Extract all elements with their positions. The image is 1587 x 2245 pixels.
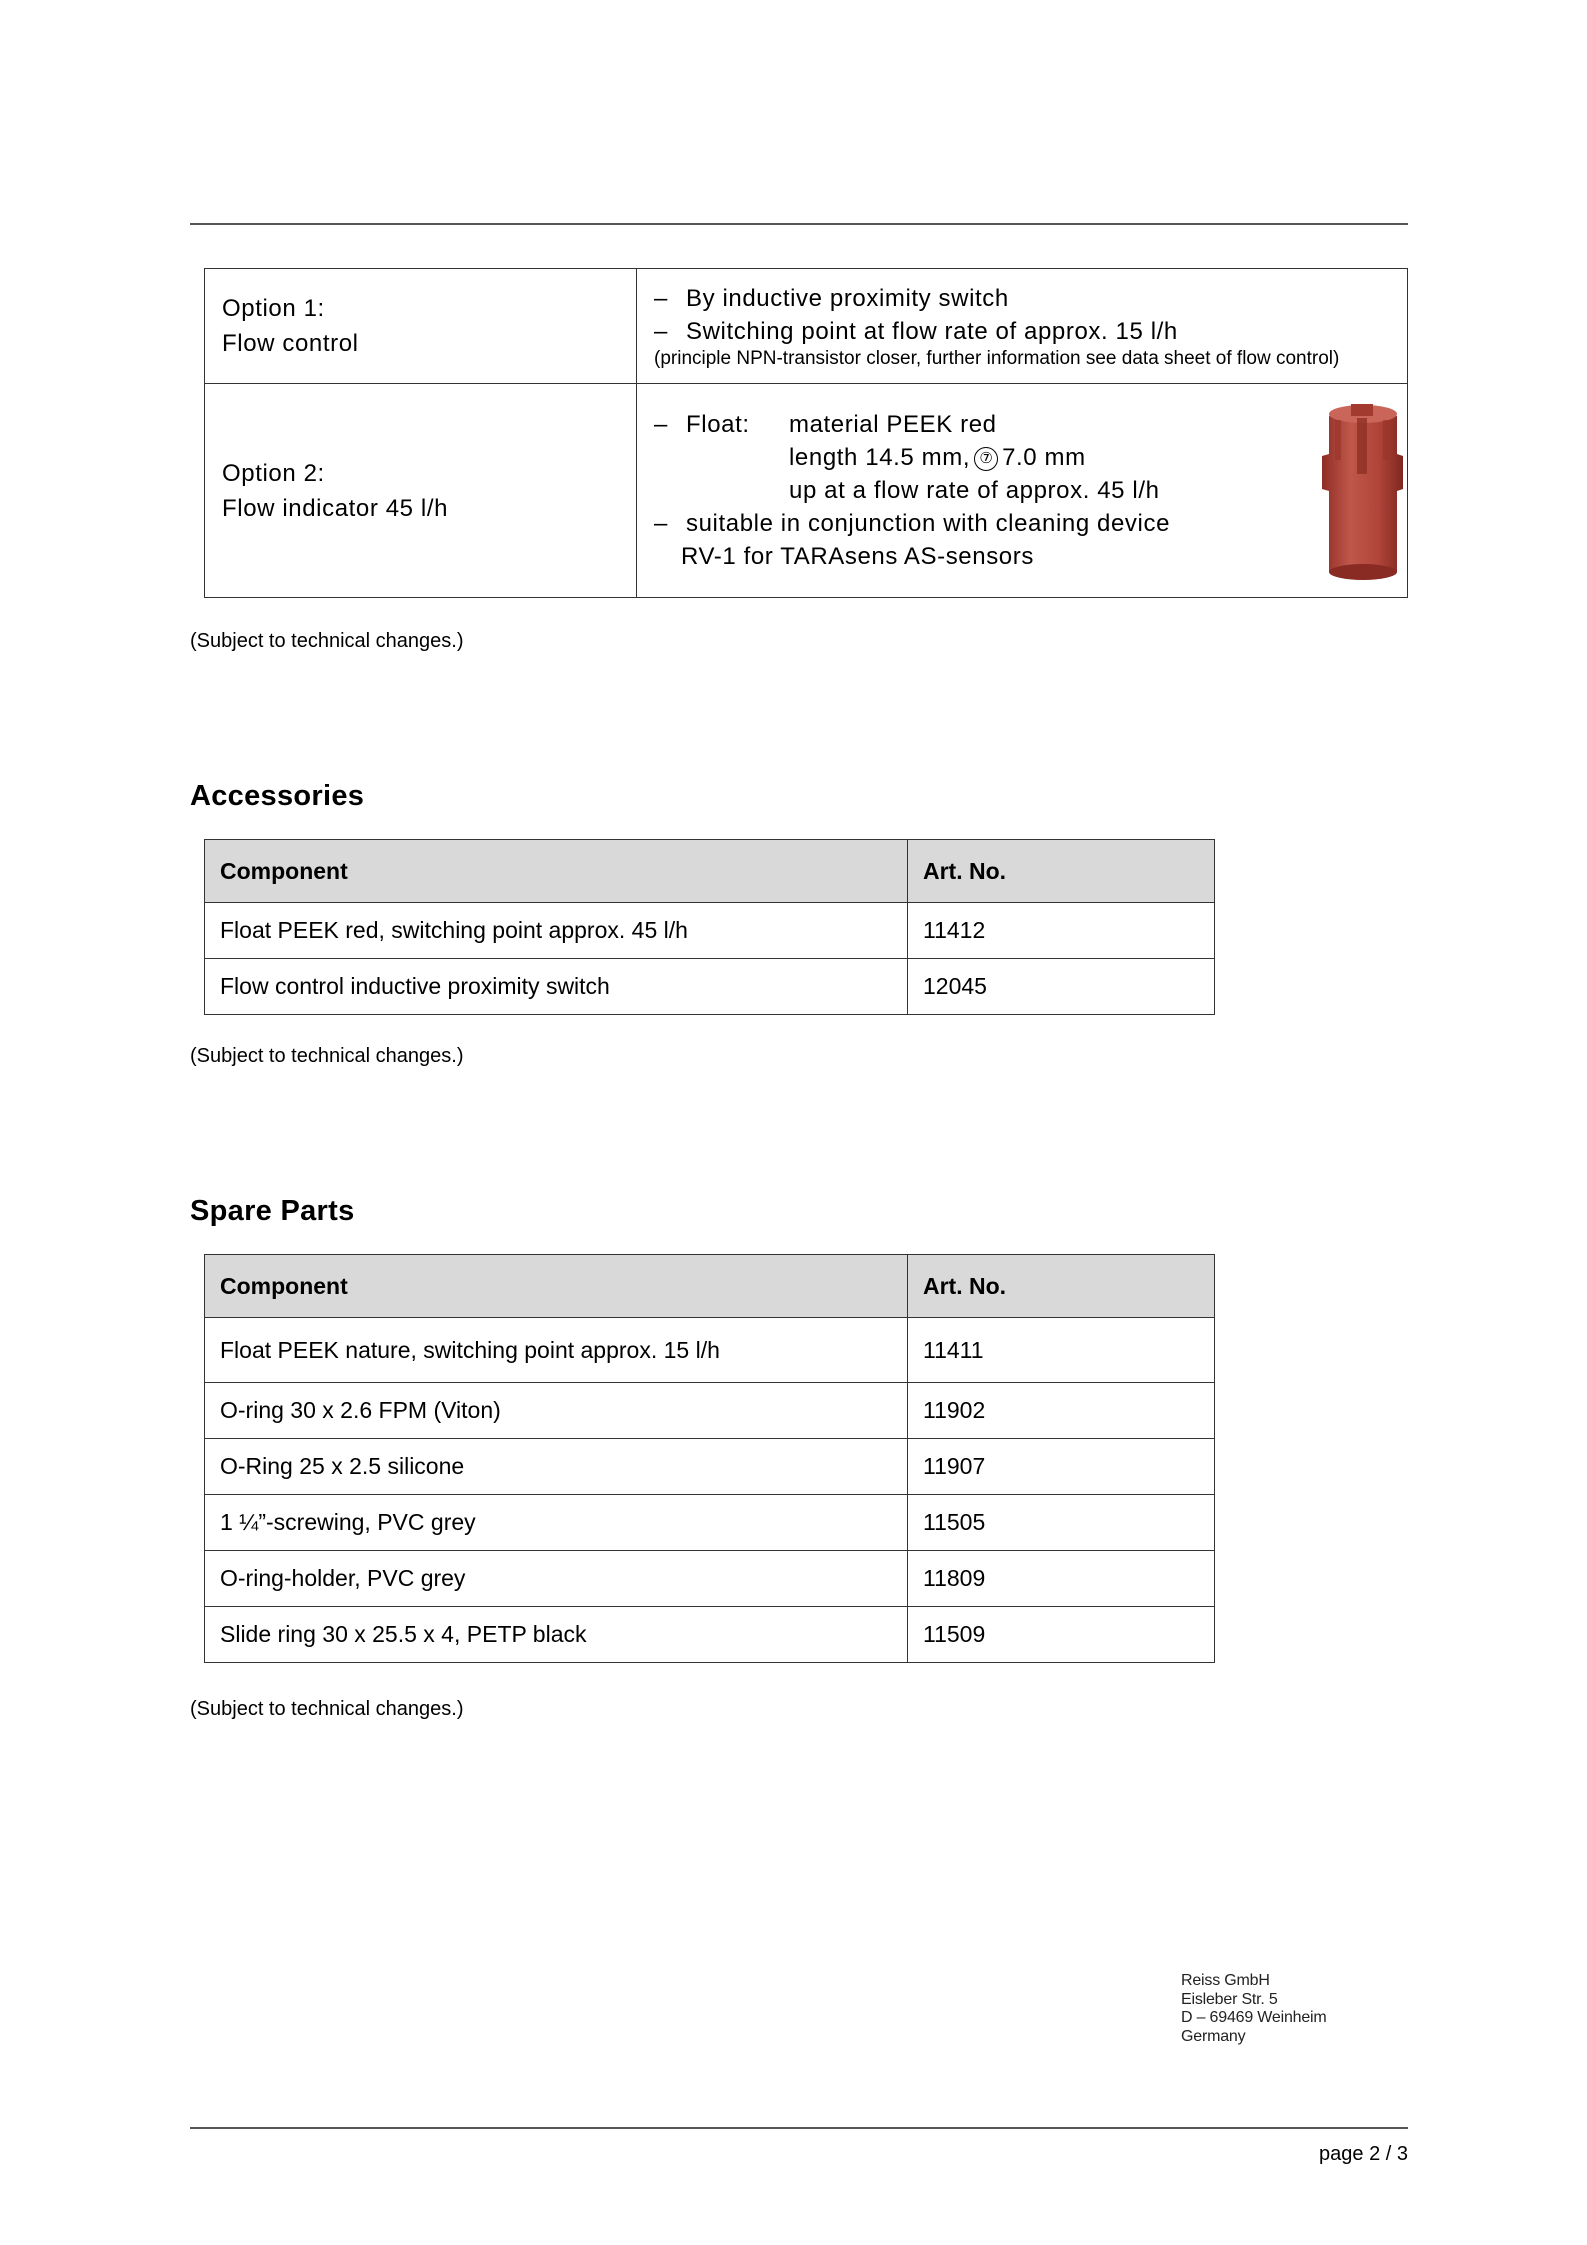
column-header: Component	[205, 840, 908, 903]
page-number: page 2 / 3	[1319, 2143, 1408, 2165]
column-header: Component	[205, 1255, 908, 1318]
header-rule	[190, 223, 1408, 225]
column-header: Art. No.	[908, 840, 1215, 903]
table-row: Slide ring 30 x 25.5 x 4, PETP black 11509	[205, 1607, 1215, 1663]
float-length: length 14.5 mm,	[789, 444, 971, 471]
accessories-heading: Accessories	[190, 780, 365, 812]
technical-changes-note: (Subject to technical changes.)	[190, 1045, 464, 1067]
table-row: O-ring-holder, PVC grey 11809	[205, 1551, 1215, 1607]
option-1-row	[205, 269, 1408, 384]
float-label: Float:	[686, 411, 750, 438]
float-diameter: 7.0 mm	[1002, 444, 1086, 471]
footer-rule	[190, 2127, 1408, 2129]
option-2-description: – Float: material PEEK red length 14.5 mm, ⑦ 7.0 mm up at a flow rate of approx. 45 l/h – suitable in conjunction with cleaning device RV-1 for TARAsens AS-sensors	[637, 384, 1408, 598]
option-1-bullet-1: By inductive proximity switch	[686, 285, 1009, 312]
table-row: O-Ring 25 x 2.5 silicone 11907	[205, 1439, 1215, 1495]
option-2-row	[205, 384, 1408, 598]
table-row: Float PEEK nature, switching point approx. 15 l/h 11411	[205, 1318, 1215, 1383]
diameter-symbol: ⑦	[974, 447, 998, 471]
option-1-label: Option 1: Flow control	[205, 269, 637, 384]
option-1-description: – By inductive proximity switch – Switching point at flow rate of approx. 15 l/h (principle NPN-transistor closer, further information see data sheet of flow control)	[637, 269, 1408, 384]
technical-changes-note: (Subject to technical changes.)	[190, 630, 464, 652]
table-row: Flow control inductive proximity switch 12045	[205, 959, 1215, 1015]
option-2-label: Option 2: Flow indicator 45 l/h	[205, 384, 637, 598]
table-header-row	[205, 840, 1215, 903]
float-flow: up at a flow rate of approx. 45 l/h	[789, 477, 1160, 504]
red-float-icon	[1317, 394, 1407, 584]
spare-parts-table	[204, 1254, 1215, 1663]
accessories-table	[204, 839, 1215, 1015]
technical-changes-note: (Subject to technical changes.)	[190, 1698, 464, 1720]
option-2-bullet-2: suitable in conjunction with cleaning device	[686, 510, 1171, 537]
spare-parts-heading: Spare Parts	[190, 1195, 355, 1227]
option-2-bullet-2-cont: RV-1 for TARAsens AS-sensors	[681, 543, 1034, 570]
table-row: 1 ¼”-screwing, PVC grey 11505	[205, 1495, 1215, 1551]
option-1-note: (principle NPN-transistor closer, further information see data sheet of flow control)	[654, 348, 1340, 369]
float-material: material PEEK red	[789, 411, 997, 438]
table-header-row	[205, 1255, 1215, 1318]
options-table	[204, 268, 1408, 598]
table-row: O-ring 30 x 2.6 FPM (Viton) 11902	[205, 1383, 1215, 1439]
table-row: Float PEEK red, switching point approx. 45 l/h 11412	[205, 903, 1215, 959]
column-header: Art. No.	[908, 1255, 1215, 1318]
option-1-bullet-2: Switching point at flow rate of approx. 15 l/h	[686, 318, 1178, 345]
company-address: Reiss GmbH Eisleber Str. 5 D – 69469 Weinheim Germany	[1181, 1972, 1327, 2045]
